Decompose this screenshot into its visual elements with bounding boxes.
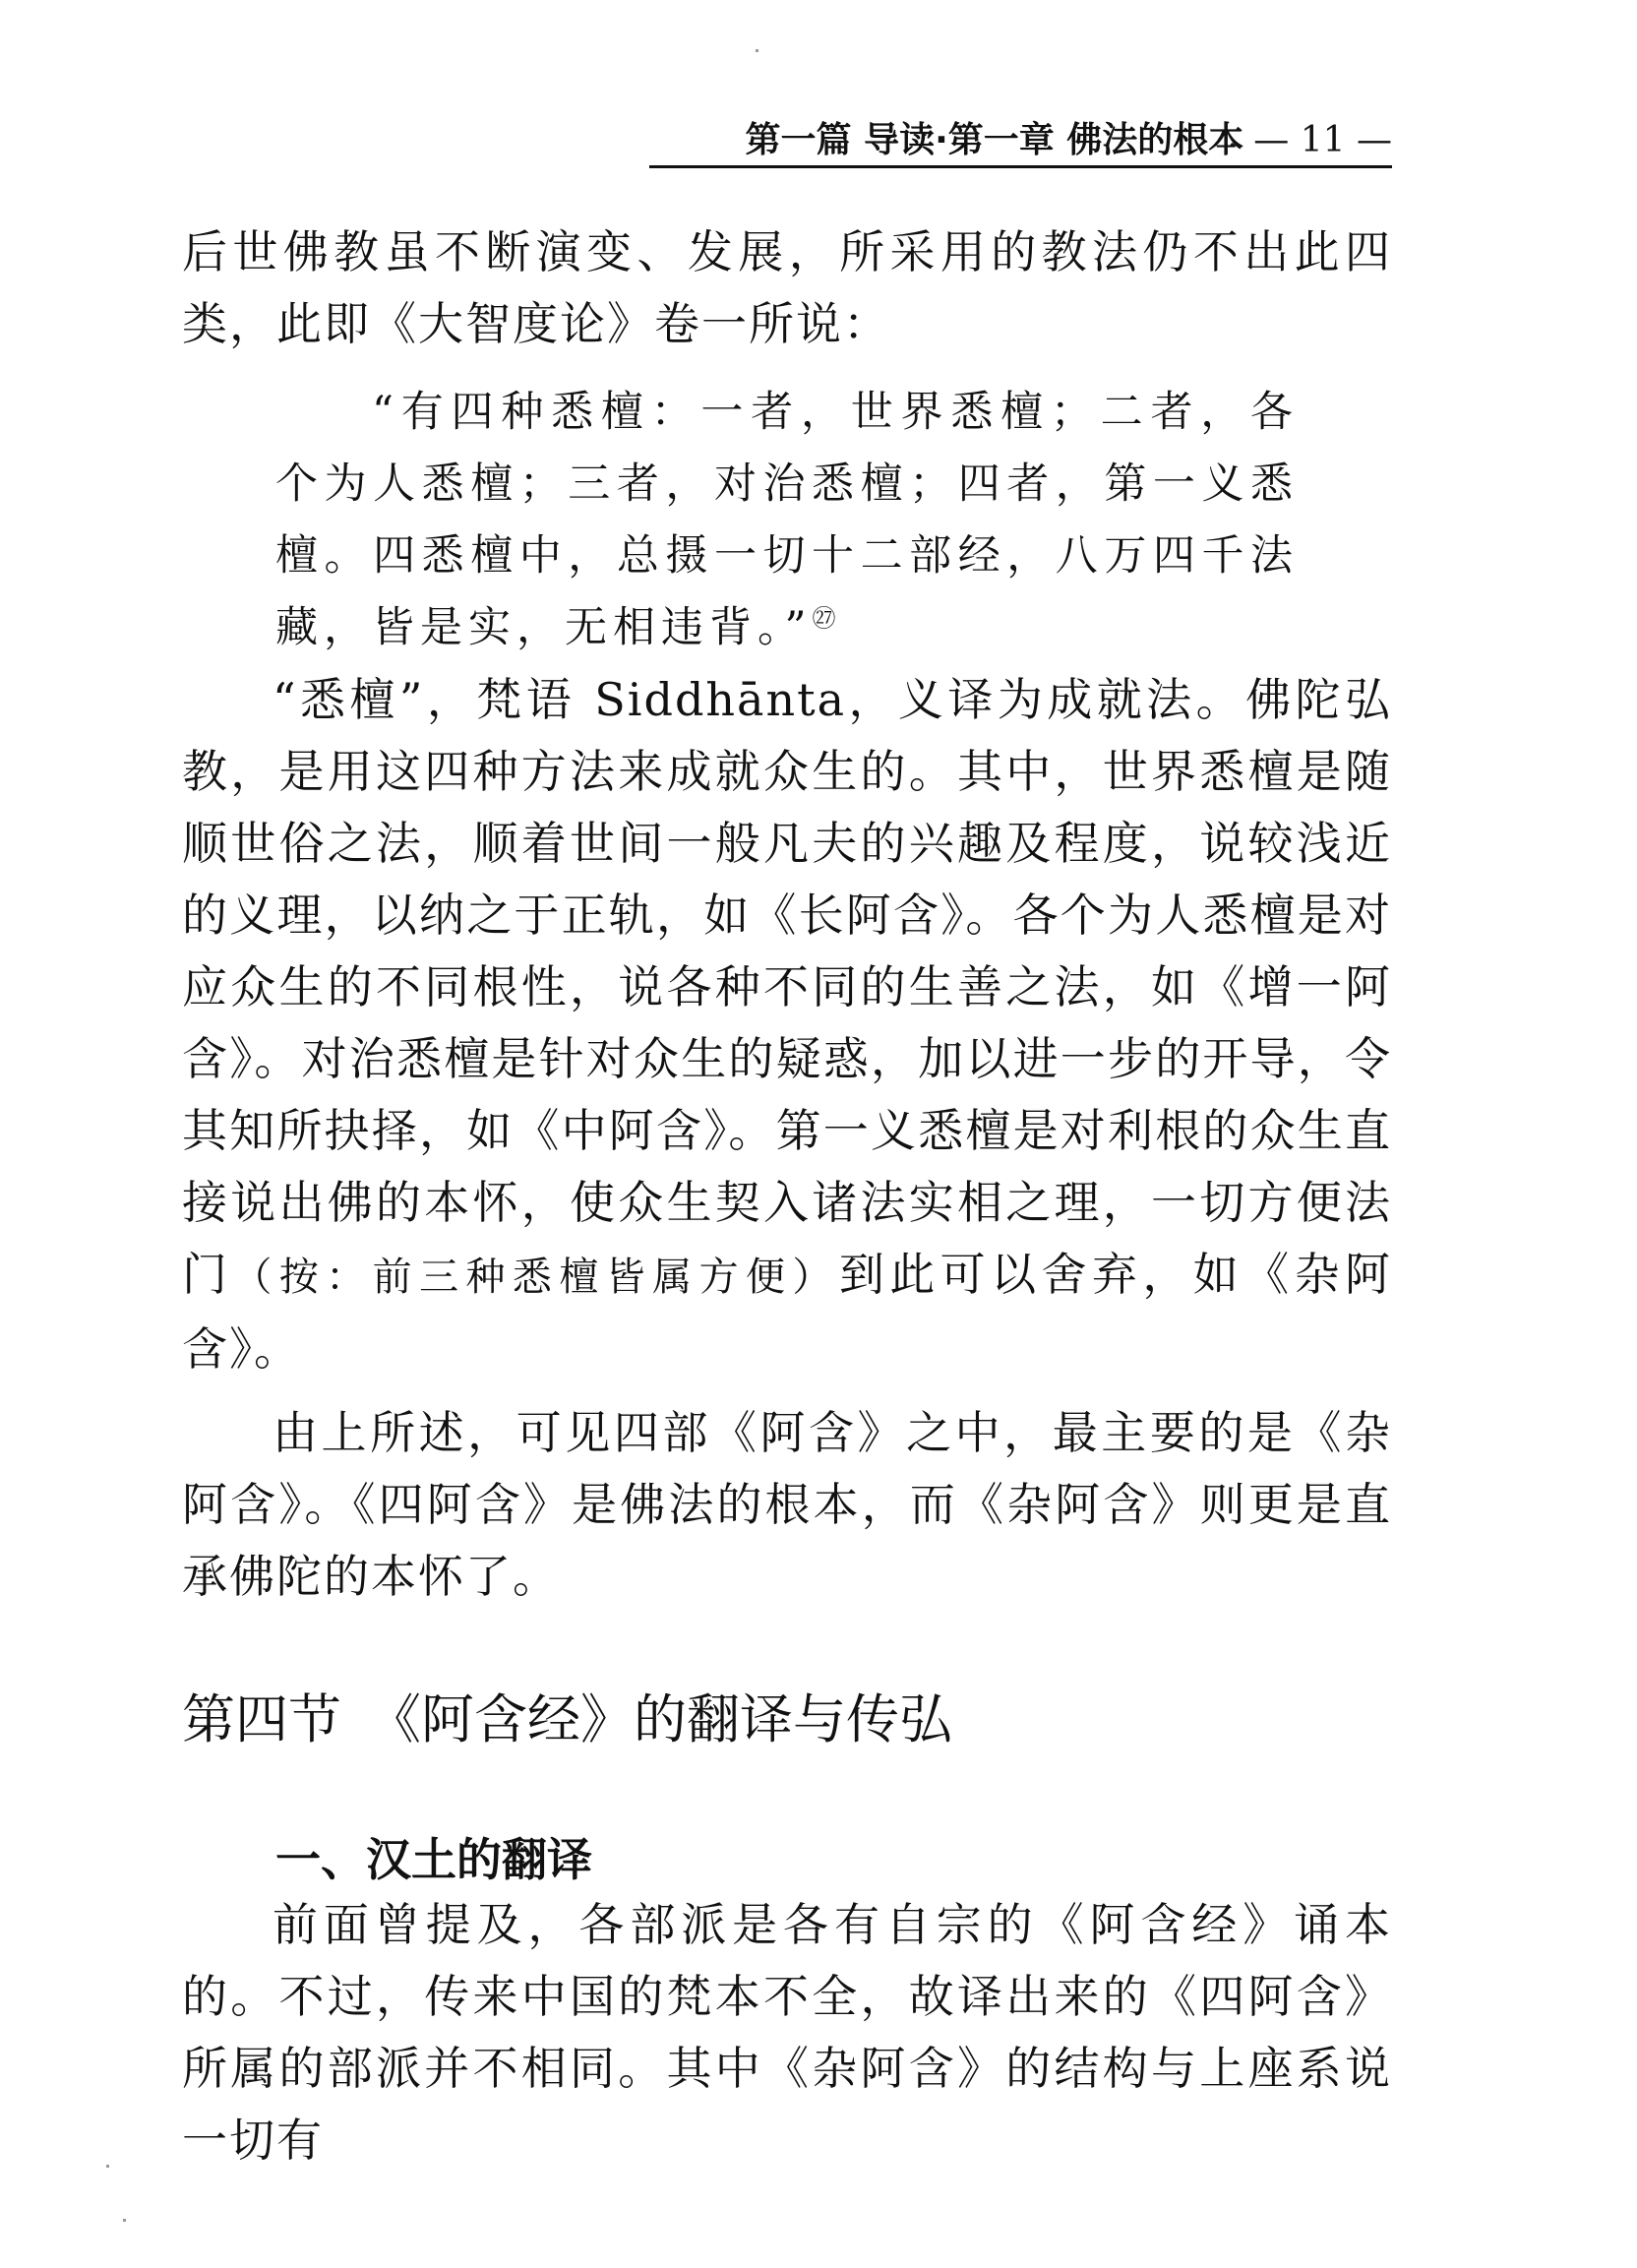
subsection-heading: 一、汉土的翻译 bbox=[275, 1833, 592, 1886]
paragraph-2-text: “悉檀”，梵语 Siddhānta，义译为成就法。佛陀弘教，是用这四种方法来成就众生的。其中，世界悉檀是随顺世俗之法，顺着世间一般凡夫的兴趣及程度，说较浅近的义理，以纳之于正轨，如《长阿含》。各个为人悉檀是对应众生的不同根性，说各种不同的生善之法，如《增一阿含》。对治悉檀是针对众生的疑惑，加以进一步的开导，令其知所抉择，如《中阿含》。第一义悉檀是对利根的众生直接说出佛的本怀，使众生契入诸法实相之理，一切方便法门 bbox=[182, 673, 1392, 1301]
scan-speck bbox=[106, 2165, 109, 2168]
paragraph-summary bbox=[182, 1397, 1392, 1613]
quote-text: “有四种悉檀：一者，世界悉檀；二者，各个为人悉檀；三者，对治悉檀；四者，第一义悉檀。四悉檀中，总摄一切十二部经，八万四千法藏，皆是实，无相违背。” bbox=[275, 388, 1299, 652]
paragraph-translation bbox=[182, 1889, 1392, 2176]
paragraph-intro bbox=[182, 216, 1392, 360]
paragraph-2-tail: 到此可以舍弃，如《杂阿含》。 bbox=[182, 1248, 1393, 1376]
paragraph-1: 后世佛教虽不断演变、发展，所采用的教法仍不出此四类，此即《大智度论》卷一所说： bbox=[182, 225, 1392, 350]
paragraph-siddhanta bbox=[182, 664, 1392, 1385]
paragraph-4: 前面曾提及，各部派是各有自宗的《阿含经》诵本的。不过，传来中国的梵本不全，故译出来的《四阿含》所属的部派并不相同。其中《杂阿含》的结构与上座系说一切有 bbox=[182, 1898, 1392, 2167]
scan-speck bbox=[756, 49, 758, 52]
block-quote bbox=[275, 377, 1299, 664]
footnote-marker: ㉗ bbox=[812, 604, 842, 633]
paragraph-2 bbox=[182, 664, 1392, 1385]
paragraph-2-note: （按：前三种悉檀皆属方便） bbox=[232, 1255, 839, 1300]
running-header bbox=[649, 116, 1392, 168]
paragraph-3: 由上所述，可见四部《阿含》之中，最主要的是《杂阿含》。《四阿含》是佛法的根本，而《杂阿含》则更是直承佛陀的本怀了。 bbox=[182, 1406, 1392, 1603]
page-number: — 11 — bbox=[1253, 120, 1392, 160]
running-title: 第一篇 导读·第一章 佛法的根本 bbox=[745, 120, 1244, 160]
scan-speck bbox=[123, 2219, 126, 2222]
section-heading: 第四节 《阿含经》的翻译与传弘 bbox=[182, 1688, 952, 1750]
